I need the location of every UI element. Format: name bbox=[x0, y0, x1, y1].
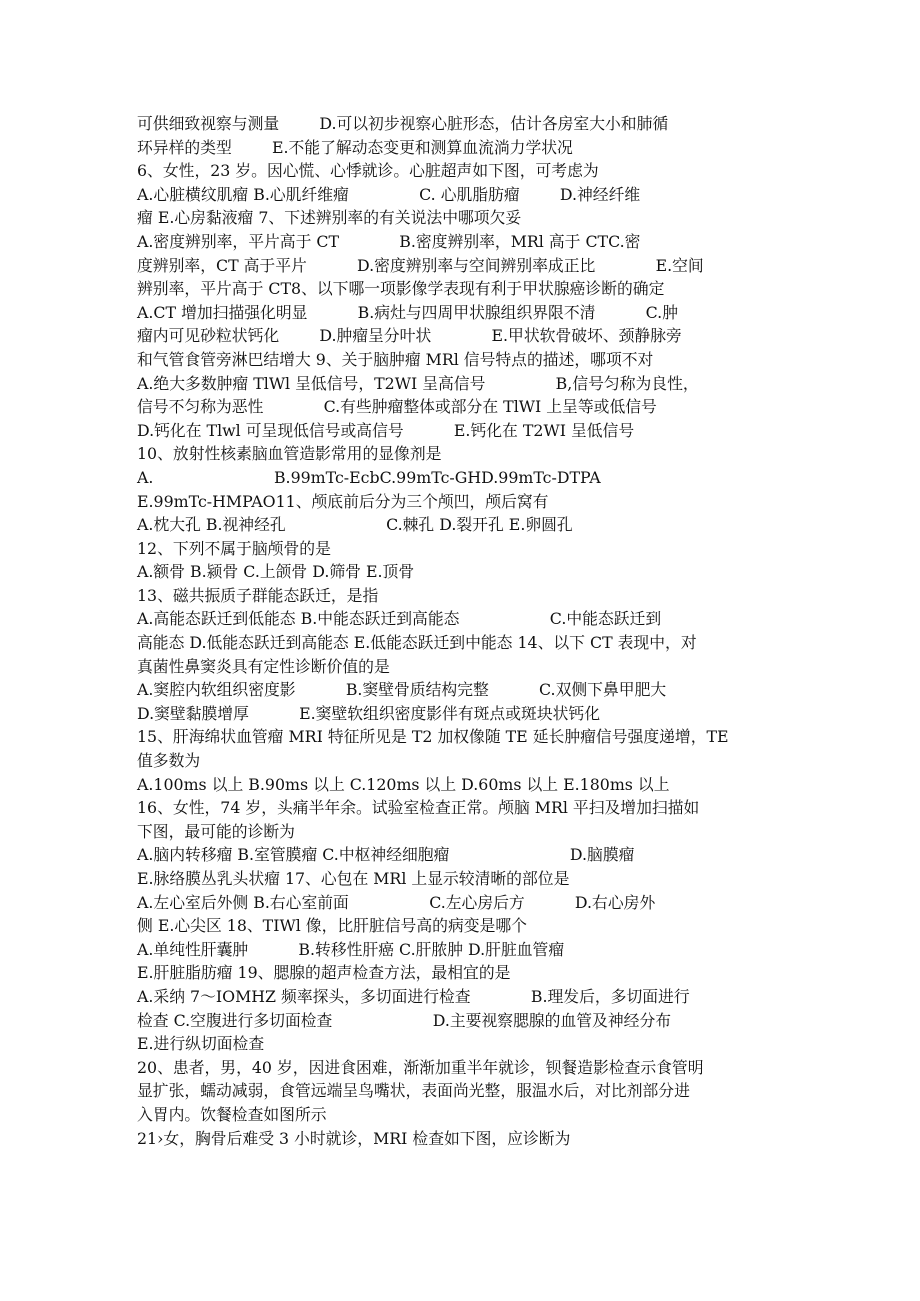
text-line: 瘤内可见砂粒状钙化 D.肿瘤呈分叶状 E.甲状软骨破坏、颈静脉旁 bbox=[137, 326, 682, 346]
text-line: A.枕大孔 B.视神经孔 C.棘孔 D.裂开孔 E.卵圆孔 bbox=[137, 515, 573, 535]
text-line: D.窦壁黏膜增厚 E.窦壁软组织密度影伴有斑点或斑块状钙化 bbox=[137, 703, 601, 723]
text-line: A.左心室后外侧 B.右心室前面 C.左心房后方 D.右心房外 bbox=[137, 892, 656, 912]
text-line: 可供细致视察与测量 D.可以初步视察心脏形态，估计各房室大小和肺循 bbox=[137, 114, 669, 133]
text-line: 显扩张，蠕动减弱，食管远端呈鸟嘴状，表面尚光整，服温水后，对比剂部分进 bbox=[137, 1081, 690, 1101]
text-line: A. B.99mTc-EcbC.99mTc-GHD.99mTc-DTPA bbox=[137, 467, 601, 487]
text-line: D.钙化在 Tlwl 可呈现低信号或高信号 E.钙化在 T2WI 呈低信号 bbox=[137, 420, 635, 440]
text-line: 13、磁共振质子群能态跃迁，是指 bbox=[137, 585, 379, 605]
text-line: 15、肝海绵状血管瘤 MRI 特征所见是 T2 加权像随 TE 延长肿瘤信号强度递增，TE bbox=[137, 727, 729, 747]
text-line: A.CT 增加扫描强化明显 B.病灶与四周甲状腺组织界限不清 C.肿 bbox=[137, 302, 679, 322]
text-line: A.心脏横纹肌瘤 B.心肌纤维瘤 C. 心肌脂肪瘤 D.神经纤维 bbox=[137, 184, 641, 204]
text-line: 辨别率，平片高于 CT8、以下哪一项影像学表现有利于甲状腺癌诊断的确定 bbox=[137, 279, 665, 299]
text-line: A.100ms 以上 B.90ms 以上 C.120ms 以上 D.60ms 以上 E.180ms 以上 bbox=[137, 774, 670, 794]
text-line: A.单纯性肝囊肿 B.转移性肝癌 C.肝脓肿 D.肝脏血管瘤 bbox=[137, 939, 565, 959]
text-line: 瘤 E.心房黏液瘤 7、下述辨别率的有关说法中哪项欠妥 bbox=[137, 208, 522, 228]
text-line: 下图，最可能的诊断为 bbox=[137, 821, 295, 841]
text-line: 10、放射性核素脑血管造影常用的显像剂是 bbox=[137, 444, 442, 464]
text-line: 16、女性，74 岁，头痛半年余。试验室检查正常。颅脑 MRl 平扫及增加扫描如 bbox=[137, 798, 700, 818]
text-line: A.脑内转移瘤 B.室管膜瘤 C.中枢神经细胞瘤 D.脑膜瘤 bbox=[137, 845, 635, 865]
text-line: A.绝大多数肿瘤 TlWl 呈低信号，T2WI 呈高信号 B,信号匀称为良性， bbox=[137, 373, 699, 393]
text-line: E.肝脏脂肪瘤 19、腮腺的超声检查方法，最相宜的是 bbox=[137, 963, 511, 983]
text-line: E.进行纵切面检查 bbox=[137, 1034, 265, 1054]
text-line: 检查 C.空腹进行多切面检查 D.主要视察腮腺的血管及神经分布 bbox=[137, 1010, 672, 1030]
text-line: A.窦腔内软组织密度影 B.窦壁骨质结构完整 C.双侧下鼻甲肥大 bbox=[137, 680, 667, 700]
text-line: 入胃内。饮餐检查如图所示 bbox=[137, 1104, 327, 1124]
text-line: 12、下列不属于脑颅骨的是 bbox=[137, 538, 331, 558]
text-line: A.采纳 7～IOMHZ 频率探头，多切面进行检查 B.理发后，多切面进行 bbox=[137, 986, 690, 1006]
text-line: 真菌性鼻窦炎具有定性诊断价值的是 bbox=[137, 656, 390, 676]
text-line: 和气管食管旁淋巴结增大 9、关于脑肿瘤 MRl 信号特点的描述，哪项不对 bbox=[137, 349, 654, 369]
text-line: 20、患者，男，40 岁，因进食困难，渐渐加重半年就诊，钡餐造影检查示食管明 bbox=[137, 1057, 704, 1077]
text-line: 侧 E.心尖区 18、TIWl 像，比肝脏信号高的病变是哪个 bbox=[137, 916, 527, 936]
text-line: 6、女性，23 岁。因心慌、心悸就诊。心脏超声如下图，可考虑为 bbox=[137, 161, 599, 181]
text-line: 环异样的类型 E.不能了解动态变更和测算血流淌力学状况 bbox=[137, 137, 573, 157]
text-line: 21›女，胸骨后难受 3 小时就诊，MRI 检查如下图，应诊断为 bbox=[137, 1128, 571, 1148]
text-line: A.额骨 B.颍骨 C.上颌骨 D.筛骨 E.顶骨 bbox=[137, 562, 415, 582]
text-line: E.脉络膜丛乳头状瘤 17、心包在 MRl 上显示较清晰的部位是 bbox=[137, 869, 570, 888]
text-line: 度辨别率，CT 高于平片 D.密度辨别率与空间辨别率成正比 E.空间 bbox=[137, 255, 704, 275]
text-line: 值多数为 bbox=[137, 751, 201, 771]
text-line: A.密度辨别率，平片高于 CT B.密度辨别率，MRl 高于 CTC.密 bbox=[137, 231, 641, 251]
text-line: 高能态 D.低能态跃迁到高能态 E.低能态跃迁到中能态 14、以下 CT 表现中，对 bbox=[137, 633, 697, 653]
text-line: E.99mTc-HMPAO11、颅底前后分为三个颅凹，颅后窝有 bbox=[137, 491, 549, 511]
question-text-block bbox=[137, 112, 787, 1150]
text-line: 信号不匀称为恶性 C.有些肿瘤整体或部分在 TlWI 上呈等或低信号 bbox=[137, 397, 657, 417]
text-line: A.高能态跃迁到低能态 B.中能态跃迁到高能态 C.中能态跃迁到 bbox=[137, 609, 662, 629]
